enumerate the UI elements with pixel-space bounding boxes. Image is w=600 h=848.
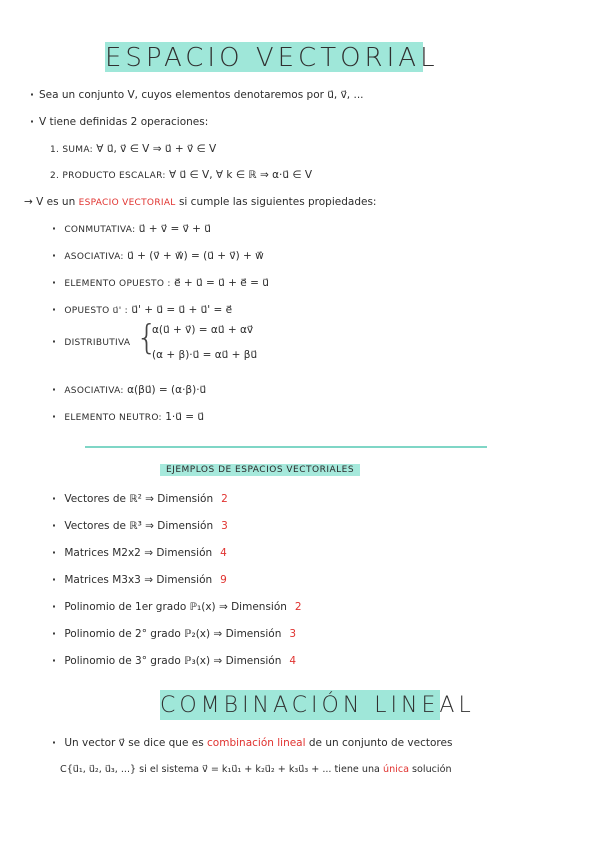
example-dimension: 3 — [221, 520, 228, 532]
combination-solution: solución — [412, 764, 452, 775]
combination-system: C{u⃗₁, u⃗₂, u⃗₃, ...} si el sistema v⃗ = k₁u⃗₁ + k₂u⃗₂ + k₃u⃗₃ + ... tiene una — [60, 764, 380, 775]
example-text: Matrices M3x3 ⇒ Dimensión — [64, 574, 213, 586]
example-item — [52, 493, 228, 505]
property-elemento-opuesto — [52, 277, 269, 289]
property-formula: u⃗ + v⃗ = v⃗ + u⃗ — [138, 223, 211, 235]
example-item — [52, 520, 228, 532]
example-text: Polinomio de 1er grado ℙ₁(x) ⇒ Dimensión — [64, 601, 287, 613]
example-text: Polinomio de 2° grado ℙ₂(x) ⇒ Dimensión — [64, 628, 282, 640]
definition-term: ESPACIO VECTORIAL — [78, 198, 176, 208]
property-name: ELEMENTO NEUTRO: — [64, 413, 162, 423]
operation-sum — [50, 143, 216, 155]
property-name: ASOCIATIVA: — [64, 386, 124, 396]
definition-prefix: → V es un — [24, 196, 76, 208]
example-item — [52, 628, 296, 640]
intro-line-2: · V tiene definidas 2 operaciones: — [30, 116, 208, 128]
definition-suffix: si cumple las siguientes propiedades: — [178, 196, 377, 208]
property-name: DISTRIBUTIVA — [64, 338, 131, 348]
property-formula: 1·u⃗ = u⃗ — [165, 411, 205, 423]
property-formula: α(βu⃗) = (α·β)·u⃗ — [127, 384, 207, 396]
intro-line-1: · Sea un conjunto V, cuyos elementos denotaremos por u⃗, v⃗, ... — [30, 89, 364, 101]
property-name: ASOCIATIVA: — [64, 252, 124, 262]
property-asociativa-escalar — [52, 384, 206, 396]
section-divider — [85, 446, 487, 448]
combination-prefix: Un vector v⃗ se dice que es — [64, 737, 204, 749]
definition-line — [24, 196, 376, 208]
example-dimension: 3 — [289, 628, 297, 640]
property-distributiva — [52, 336, 130, 348]
section-title-combinacion: COMBINACIÓN LINEAL — [160, 690, 440, 720]
combination-unique: única — [383, 764, 409, 775]
combination-term: combinación lineal — [207, 737, 306, 749]
example-item — [52, 574, 227, 586]
property-name: CONMUTATIVA: — [64, 225, 136, 235]
example-dimension: 4 — [220, 547, 227, 559]
brace-icon: { — [136, 318, 158, 358]
distributiva-formula-1: α(u⃗ + v⃗) = αu⃗ + αv⃗ — [152, 324, 254, 336]
property-name: OPUESTO u⃗' : — [64, 306, 128, 316]
examples-title: EJEMPLOS DE ESPACIOS VECTORIALES — [160, 464, 360, 476]
example-item — [52, 547, 227, 559]
example-dimension: 2 — [294, 601, 302, 613]
operation-scalar-label: 2. PRODUCTO ESCALAR: — [50, 171, 166, 181]
example-text: Matrices M2x2 ⇒ Dimensión — [64, 547, 213, 559]
property-formula: e⃗ + u⃗ = u⃗ + e⃗ = u⃗ — [174, 277, 269, 289]
property-elemento-neutro — [52, 411, 204, 423]
example-dimension: 9 — [220, 574, 227, 586]
combination-line-2 — [60, 764, 452, 775]
property-opuesto — [52, 304, 232, 316]
example-dimension: 2 — [221, 493, 228, 505]
example-text: Vectores de ℝ² ⇒ Dimensión — [64, 493, 214, 505]
operation-sum-formula: ∀ u⃗, v⃗ ∈ V ⇒ u⃗ + v⃗ ∈ V — [96, 143, 217, 155]
property-conmutativa — [52, 223, 211, 235]
example-text: Vectores de ℝ³ ⇒ Dimensión — [64, 520, 214, 532]
property-name: ELEMENTO OPUESTO : — [64, 279, 171, 289]
property-formula: u⃗' + u⃗ = u⃗ + u⃗' = e⃗ — [131, 304, 233, 316]
example-item — [52, 601, 302, 613]
combination-line-1 — [52, 737, 452, 749]
example-text: Polinomio de 3° grado ℙ₃(x) ⇒ Dimensión — [64, 655, 282, 667]
operation-scalar-formula: ∀ u⃗ ∈ V, ∀ k ∈ ℝ ⇒ α·u⃗ ∈ V — [169, 169, 313, 181]
combination-suffix: de un conjunto de vectores — [308, 737, 453, 749]
property-formula: u⃗ + (v⃗ + w⃗) = (u⃗ + v⃗) + w⃗ — [127, 250, 264, 262]
page-title: ESPACIO VECTORIAL — [105, 43, 439, 73]
operation-scalar — [50, 169, 312, 181]
distributiva-formula-2: (α + β)·u⃗ = αu⃗ + βu⃗ — [152, 349, 258, 361]
operation-sum-label: 1. SUMA: — [50, 145, 93, 155]
example-item — [52, 655, 296, 667]
property-asociativa — [52, 250, 264, 262]
example-dimension: 4 — [289, 655, 297, 667]
